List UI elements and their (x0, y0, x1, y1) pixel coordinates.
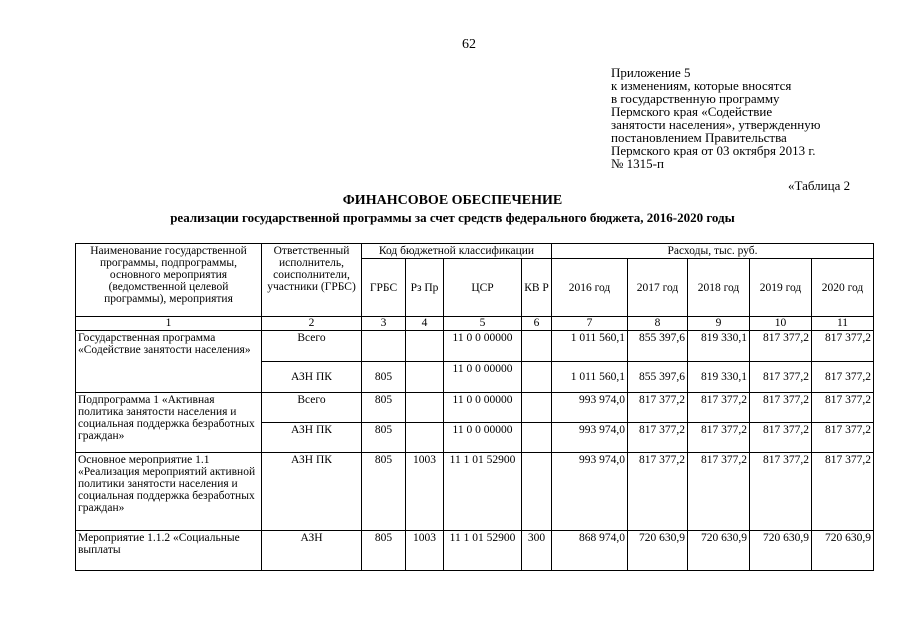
row-2019: 817 377,2 (750, 453, 812, 531)
row-rzpr (406, 331, 444, 362)
appendix-line: занятости населения», утвержденную (611, 117, 821, 132)
row-csr: 11 0 0 00000 (444, 331, 522, 362)
appendix-line: постановлением Правительства (611, 130, 787, 145)
row-2019: 720 630,9 (750, 531, 812, 571)
row-executor: АЗН (262, 531, 362, 571)
row-grbs: 805 (362, 531, 406, 571)
row-2020: 720 630,9 (812, 531, 874, 571)
row-csr: 11 0 0 00000 (444, 393, 522, 423)
header-2017: 2017 год (628, 259, 688, 317)
row-name: Государственная программа «Содействие занятости населения» (76, 331, 262, 393)
row-2016: 993 974,0 (552, 423, 628, 453)
row-grbs: 805 (362, 393, 406, 423)
row-csr: 11 0 0 00000 (444, 362, 522, 393)
row-2016: 1 011 560,1 (552, 362, 628, 393)
appendix-line: к изменениям, которые вносятся (611, 78, 792, 93)
row-executor: АЗН ПК (262, 453, 362, 531)
document-subtitle: реализации государственной программы за счет средств федерального бюджета, 2016-2020 годы (170, 210, 735, 225)
table-row (76, 531, 874, 571)
row-kvr: 300 (522, 531, 552, 571)
document-title: ФИНАНСОВОЕ ОБЕСПЕЧЕНИЕ (342, 193, 563, 208)
header-2020: 2020 год (812, 259, 874, 317)
header-name: Наименование государственной программы, подпрограммы, основного мероприятия (ведомственной целевой программы), мероприятия (76, 244, 262, 317)
row-csr: 11 1 01 52900 (444, 453, 522, 531)
appendix-line: в государственную программу (611, 91, 780, 106)
row-2016: 993 974,0 (552, 393, 628, 423)
row-2020: 817 377,2 (812, 423, 874, 453)
row-2020: 817 377,2 (812, 453, 874, 531)
row-2018: 817 377,2 (688, 393, 750, 423)
row-2018: 720 630,9 (688, 531, 750, 571)
column-number-row (76, 317, 874, 331)
row-name: Подпрограмма 1 «Активная политика занятости населения и социальная поддержка безработных граждан» (76, 393, 262, 453)
row-2017: 817 377,2 (628, 423, 688, 453)
table-row (76, 453, 874, 531)
column-number: 3 (362, 317, 406, 331)
header-2018: 2018 год (688, 259, 750, 317)
header-2016: 2016 год (552, 259, 628, 317)
appendix-line: Приложение 5 (611, 65, 691, 80)
financing-table (75, 243, 874, 571)
table-reference: «Таблица 2 (788, 178, 851, 193)
row-2017: 855 397,6 (628, 331, 688, 362)
header-executor: Ответственный исполнитель, соисполнители, участники (ГРБС) (262, 244, 362, 317)
row-kvr (522, 423, 552, 453)
row-name: Основное мероприятие 1.1 «Реализация мероприятий активной политики занятости населения и социальная поддержка безработных граждан» (76, 453, 262, 531)
appendix-note (611, 66, 820, 170)
row-grbs: 805 (362, 453, 406, 531)
row-csr: 11 0 0 00000 (444, 423, 522, 453)
header-grbs: ГРБС (362, 259, 406, 317)
row-2019: 817 377,2 (750, 331, 812, 362)
column-number: 6 (522, 317, 552, 331)
row-executor: Всего (262, 393, 362, 423)
row-executor: АЗН ПК (262, 362, 362, 393)
appendix-line: Пермского края «Содействие (611, 104, 773, 119)
page-number: 62 (462, 37, 476, 52)
row-2018: 819 330,1 (688, 331, 750, 362)
column-number: 4 (406, 317, 444, 331)
column-number: 7 (552, 317, 628, 331)
row-2019: 817 377,2 (750, 393, 812, 423)
row-kvr (522, 331, 552, 362)
row-2016: 868 974,0 (552, 531, 628, 571)
row-rzpr (406, 393, 444, 423)
header-rzpr: Рз Пр (406, 259, 444, 317)
row-kvr (522, 362, 552, 393)
header-budget-code: Код бюджетной классификации (362, 244, 552, 259)
row-grbs: 805 (362, 423, 406, 453)
header-expenses: Расходы, тыс. руб. (552, 244, 874, 259)
appendix-line: № 1315-п (611, 156, 664, 171)
appendix-line: Пермского края от 03 октября 2013 г. (611, 143, 816, 158)
header-2019: 2019 год (750, 259, 812, 317)
row-2018: 817 377,2 (688, 453, 750, 531)
column-number: 5 (444, 317, 522, 331)
column-number: 9 (688, 317, 750, 331)
row-2016: 993 974,0 (552, 453, 628, 531)
row-2019: 817 377,2 (750, 423, 812, 453)
row-rzpr: 1003 (406, 453, 444, 531)
header-kvr: КВ Р (522, 259, 552, 317)
column-number: 8 (628, 317, 688, 331)
column-number: 11 (812, 317, 874, 331)
row-2017: 720 630,9 (628, 531, 688, 571)
column-number: 2 (262, 317, 362, 331)
row-name: Мероприятие 1.1.2 «Социальные выплаты (76, 531, 262, 571)
row-2020: 817 377,2 (812, 393, 874, 423)
row-rzpr (406, 423, 444, 453)
header-csr: ЦСР (444, 259, 522, 317)
row-kvr (522, 453, 552, 531)
row-executor: Всего (262, 331, 362, 362)
row-grbs (362, 331, 406, 362)
row-kvr (522, 393, 552, 423)
row-rzpr: 1003 (406, 531, 444, 571)
column-number: 1 (76, 317, 262, 331)
row-2017: 817 377,2 (628, 453, 688, 531)
row-2016: 1 011 560,1 (552, 331, 628, 362)
row-csr: 11 1 01 52900 (444, 531, 522, 571)
row-2018: 819 330,1 (688, 362, 750, 393)
row-2017: 817 377,2 (628, 393, 688, 423)
row-rzpr (406, 362, 444, 393)
table-row (76, 331, 874, 362)
row-2018: 817 377,2 (688, 423, 750, 453)
row-grbs: 805 (362, 362, 406, 393)
row-2020: 817 377,2 (812, 331, 874, 362)
table-row (76, 393, 874, 423)
page-cut-mask (0, 576, 905, 640)
column-number: 10 (750, 317, 812, 331)
row-2020: 817 377,2 (812, 362, 874, 393)
row-2019: 817 377,2 (750, 362, 812, 393)
row-executor: АЗН ПК (262, 423, 362, 453)
row-2017: 855 397,6 (628, 362, 688, 393)
